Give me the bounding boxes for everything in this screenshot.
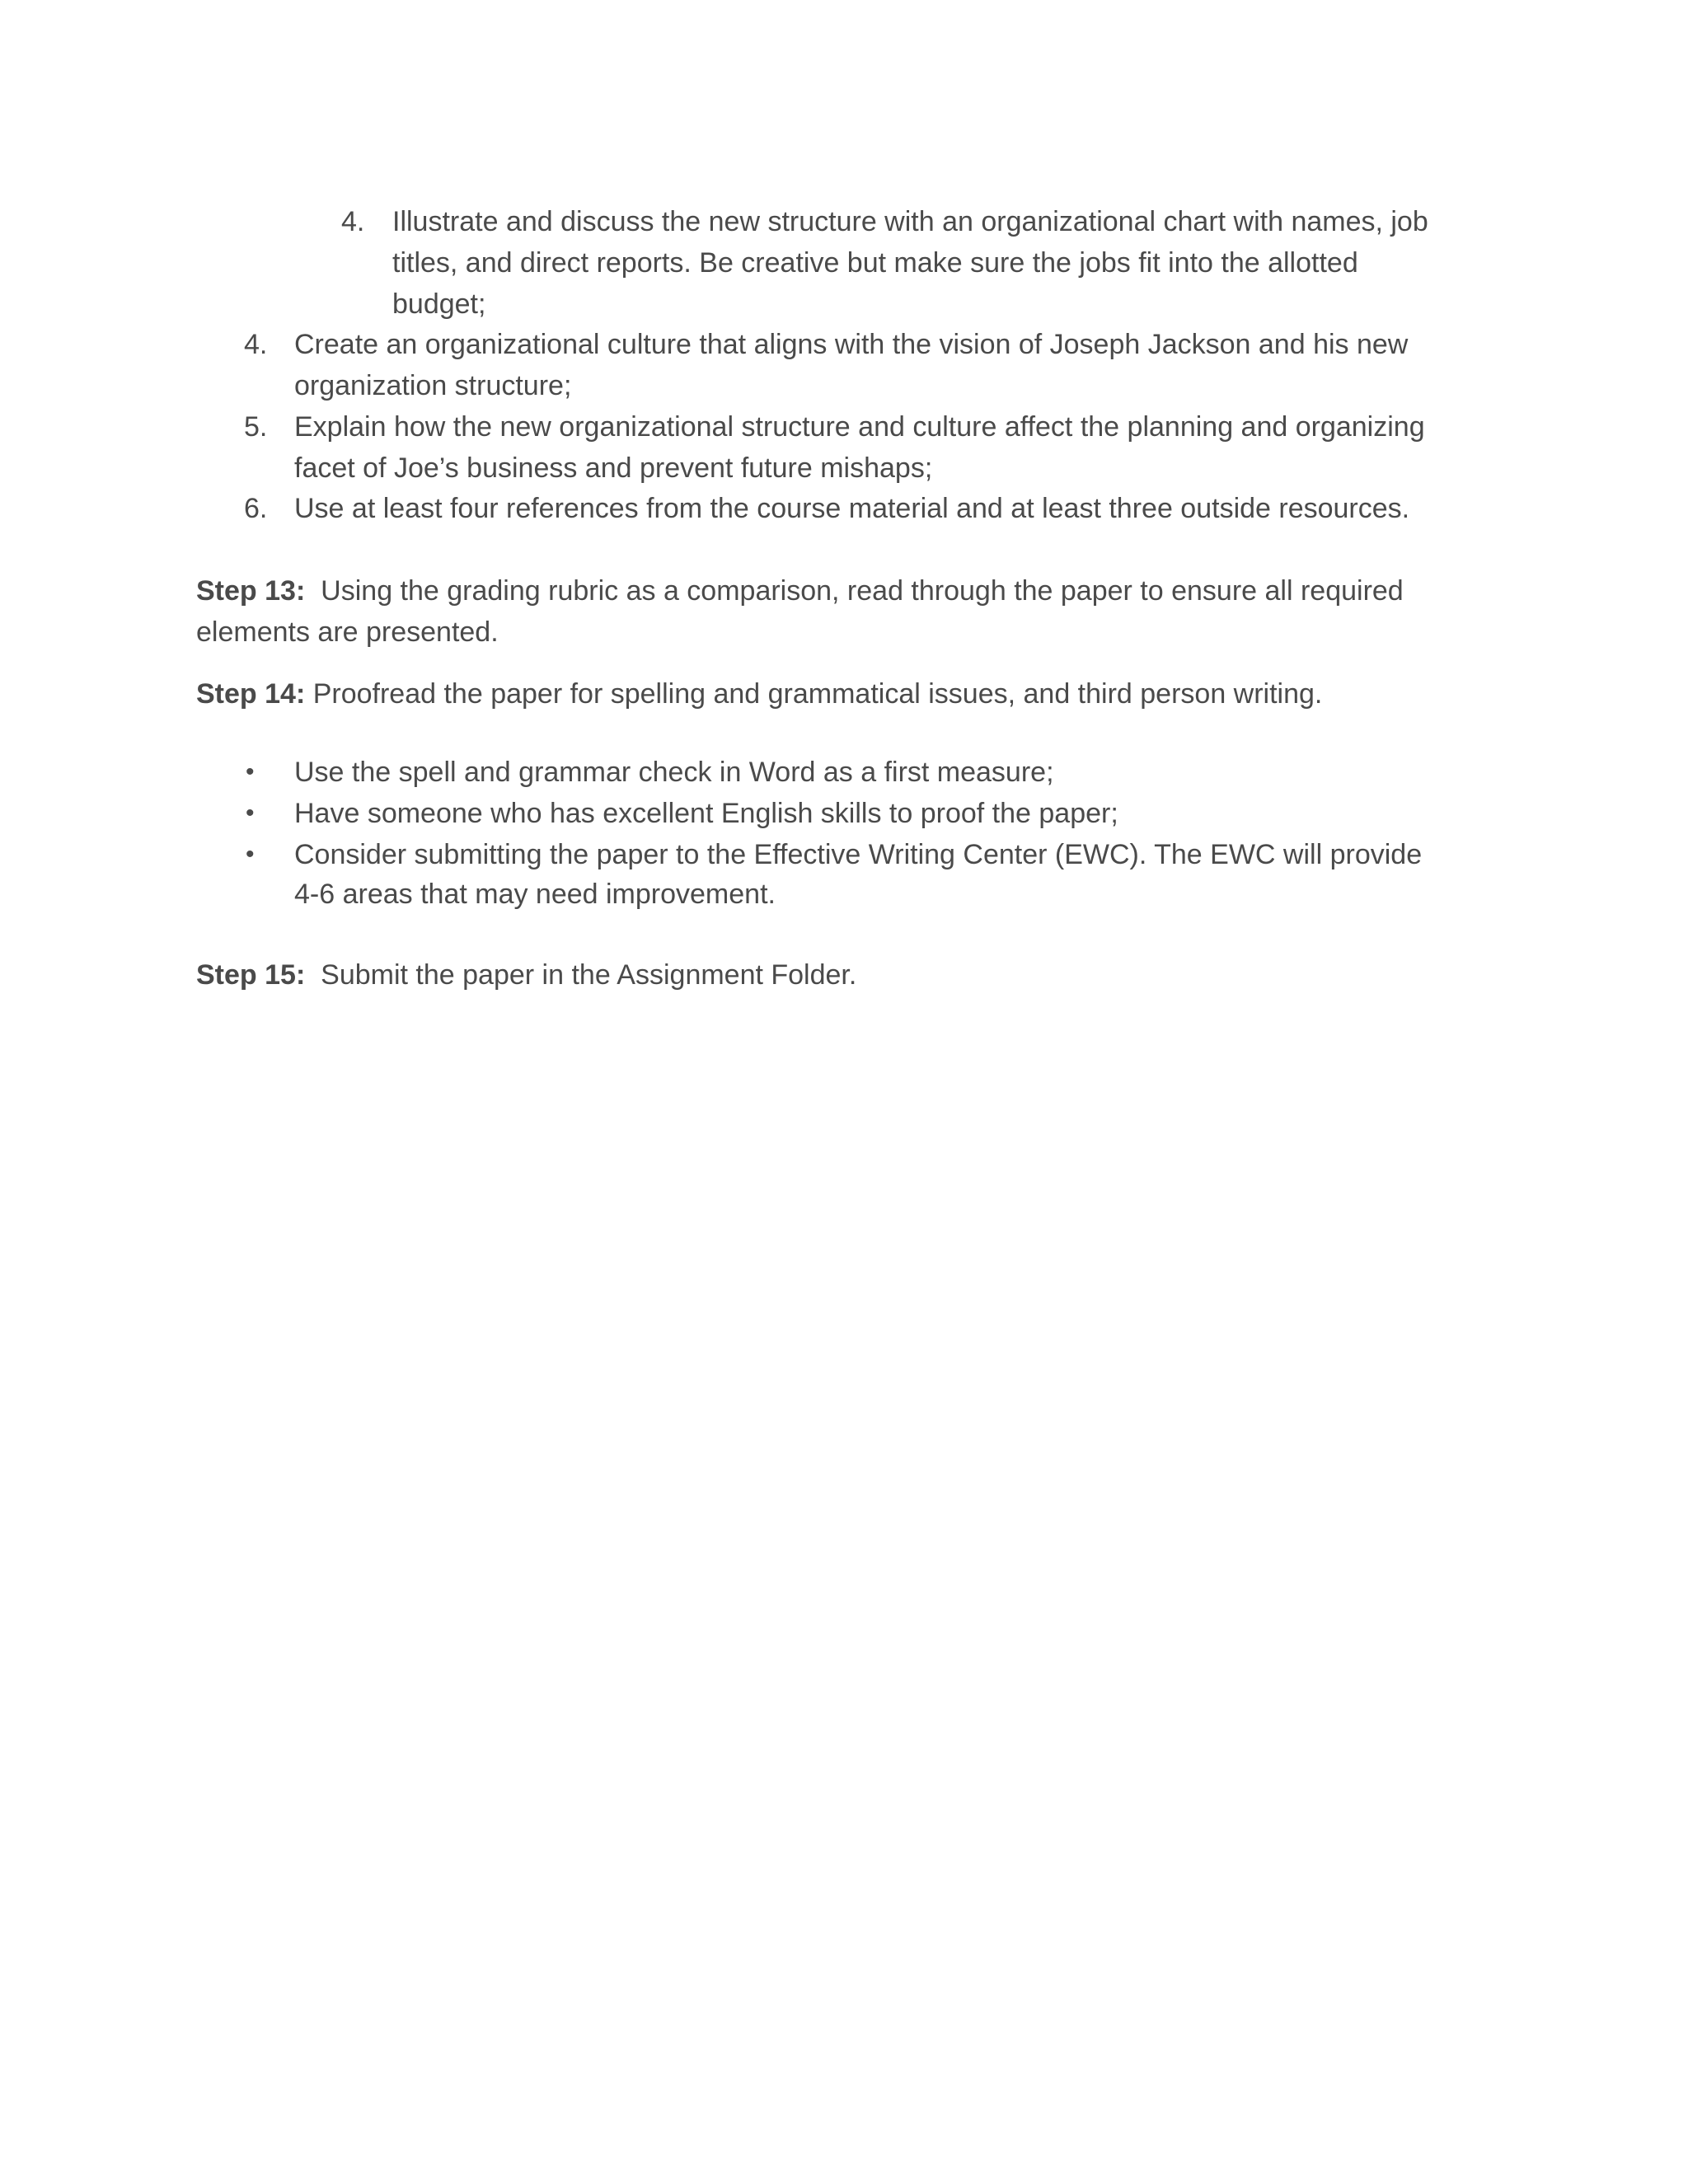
bullet-item-line: Consider submitting the paper to the Effective Writing Center (EWC). The EWC will provide (294, 839, 1423, 870)
step-13-text-line-1: Using the grading rubric as a comparison, read through the paper to ensure all required (321, 575, 1404, 607)
list-item-line: Use at least four references from the course material and at least three outside resources. (294, 493, 1410, 524)
step-15-label: Step 15: (196, 959, 306, 991)
step-15-text: Submit the paper in the Assignment Folder. (321, 959, 857, 991)
step-15-paragraph (196, 954, 856, 996)
bullet-dot: • (246, 841, 255, 868)
sublist-item-line-2: titles, and direct reports. Be creative but make sure the jobs fit into the allotted (392, 247, 1358, 279)
step-14-text: Proofread the paper for spelling and grammatical issues, and third person writing. (312, 678, 1323, 710)
step-14-label: Step 14: (196, 678, 306, 710)
bullet-item-line: 4-6 areas that may need improvement. (294, 879, 776, 910)
step-13-paragraph (196, 570, 1404, 612)
list-item-line: organization structure; (294, 370, 572, 401)
list-item-line: facet of Joe’s business and prevent future mishaps; (294, 452, 933, 484)
list-item-number: 4. (244, 329, 268, 360)
list-item-number: 6. (244, 493, 268, 524)
bullet-item-line: Use the spell and grammar check in Word as a first measure; (294, 757, 1054, 788)
sublist-item-number: 4. (341, 206, 365, 237)
bullet-dot: • (246, 799, 255, 827)
step-13-text-line-2: elements are presented. (196, 616, 499, 648)
list-item-number: 5. (244, 411, 268, 443)
step-14-paragraph (196, 673, 1322, 715)
sublist-item-line-1: Illustrate and discuss the new structure with an organizational chart with names, job (392, 206, 1428, 237)
list-item-line: Explain how the new organizational structure and culture affect the planning and organizing (294, 411, 1425, 443)
step-13-label: Step 13: (196, 575, 306, 607)
list-item-line: Create an organizational culture that aligns with the vision of Joseph Jackson and his new (294, 329, 1409, 360)
bullet-item-line: Have someone who has excellent English skills to proof the paper; (294, 798, 1118, 829)
bullet-dot: • (246, 758, 255, 785)
sublist-item-line-3: budget; (392, 288, 486, 320)
